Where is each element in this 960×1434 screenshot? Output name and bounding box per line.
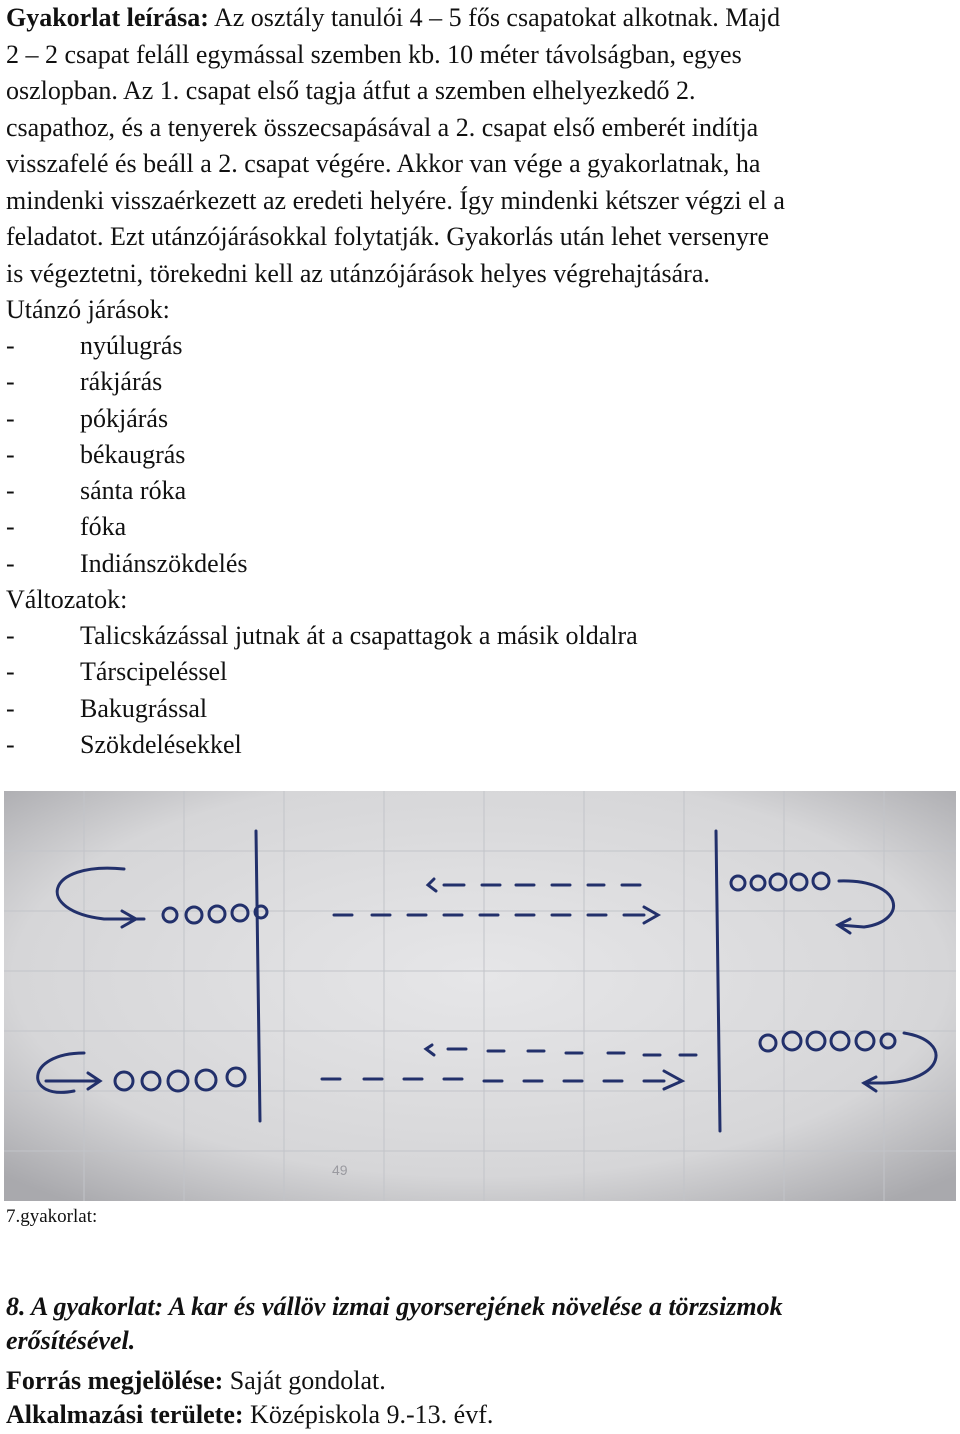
dash-mark: - (6, 403, 15, 433)
dash-mark: - (6, 693, 15, 723)
imitation-walks-title: Utánzó járások: (6, 295, 170, 324)
description-line: 2 – 2 csapat feláll egymással szemben kb. 10 méter távolságban, egyes (6, 39, 742, 69)
document-page (6, 0, 954, 763)
list-item: - Indiánszökdelés (6, 546, 954, 582)
exercise-diagram-photo (4, 791, 956, 1201)
dash-mark: - (6, 331, 15, 360)
list-item: - nyúlugrás (6, 328, 954, 364)
dash-mark: - (6, 367, 15, 397)
source-line (6, 1364, 386, 1398)
page-number-mark: 49 (332, 1162, 348, 1178)
exercise-8-title: 8. A gyakorlat: A kar és vállöv izmai gyorserejének növelése a törzsizmok erősítésével. (6, 1292, 783, 1355)
description-line: csapathoz, és a tenyerek összecsapásával a 2. csapat első emberét indítja (6, 112, 759, 142)
application-line (6, 1398, 493, 1432)
list-item: - sánta róka (6, 473, 954, 509)
dash-mark: - (6, 621, 15, 651)
dash-mark: - (6, 729, 15, 759)
list-item: - pókjárás (6, 401, 954, 437)
dash-mark: - (6, 476, 15, 506)
application-value: Középiskola 9.-13. évf. (243, 1400, 494, 1429)
description-line: mindenki visszaérkezett az eredeti helyére. Így mindenki kétszer végzi el a (6, 185, 785, 215)
description-line: feladatot. Ezt utánzójárásokkal folytatják. Gyakorlás után lehet versenyre (6, 222, 770, 251)
list-item: - Társcipeléssel (6, 654, 954, 690)
list-item: - Talicskázással jutnak át a csapattagok a másik oldalra (6, 618, 954, 654)
variations-title: Változatok: (6, 585, 128, 615)
application-label: Alkalmazási területe: (6, 1400, 244, 1429)
dash-mark: - (6, 439, 15, 469)
imitation-walks-list (6, 328, 954, 582)
list-item: - fóka (6, 509, 954, 545)
dash-mark: - (6, 657, 15, 687)
dash-mark: - (6, 512, 15, 542)
description-line: Az osztály tanulói 4 – 5 fős csapatokat alkotnak. Majd (208, 3, 781, 32)
description-line: oszlopban. Az 1. csapat első tagja átfut a szemben elhelyezkedő 2. (6, 76, 696, 105)
description-line: visszafelé és beáll a 2. csapat végére. Akkor van vége a gyakorlatnak, ha (6, 149, 761, 178)
dash-mark: - (6, 548, 15, 578)
list-item: - rákjárás (6, 364, 954, 400)
list-item: - békaugrás (6, 437, 954, 473)
hand-drawn-diagram (4, 791, 956, 1201)
exercise-description (6, 0, 954, 292)
list-item: - Szökdelésekkel (6, 727, 954, 763)
variations-list (6, 618, 954, 763)
source-value: Saját gondolat. (223, 1366, 386, 1395)
list-item: - Bakugrással (6, 691, 954, 727)
photo-caption: 7.gyakorlat: (6, 1206, 98, 1227)
description-label: Gyakorlat leírása: (6, 3, 209, 32)
description-line: is végeztetni, törekedni kell az utánzójárások helyes végrehajtására. (6, 258, 710, 288)
source-label: Forrás megjelölése: (6, 1366, 224, 1395)
